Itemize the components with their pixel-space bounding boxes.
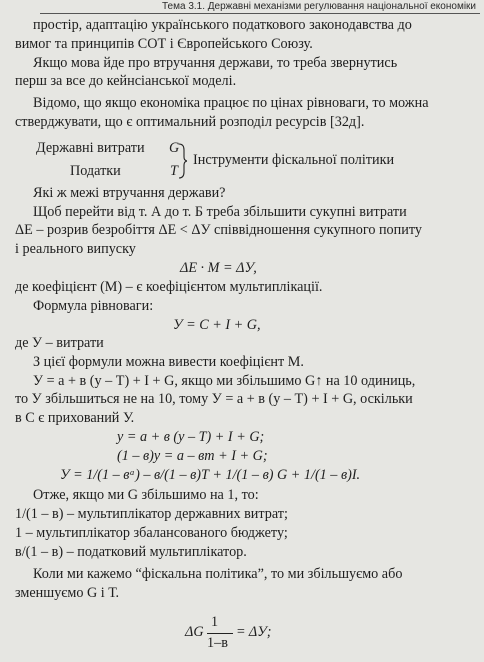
text-line: зменшуємо G і Т. [15,585,120,601]
fraction-lhs: ΔG [185,624,204,640]
header-rule [40,13,480,14]
text-line: У = а + в (у – Т) + І + G, якщо ми збільшимо G↑ на 10 одиниць, [33,373,416,389]
running-header: Тема 3.1. Державні механізми регулювання національної економіки [162,1,476,12]
fraction-equation [185,614,325,654]
text-line: стверджувати, що є оптимальний розподіл ресурсів [32д]. [15,114,365,130]
text-line: 1/(1 – в) – мультиплікатор державних витрат; [15,506,288,522]
text-line: вимог та принципів СОТ і Європейського Союзу. [15,36,313,52]
text-line: в С є прихований У. [15,410,135,426]
fraction-numerator: 1 [211,614,219,630]
text-line: Відомо, що якщо економіка працює по цінах рівноваги, то можна [33,95,429,111]
text-line: і реального випуску [15,241,136,257]
equation: У = С + І + G, [173,317,261,333]
curly-brace [165,142,187,180]
equation: (1 – в)у = а – вm + І + G; [117,448,268,464]
text-line: простір, адаптацію українського податкового законодавства до [33,17,412,33]
text-line: Щоб перейти від т. А до т. Б треба збільшити сукупні витрати [33,204,407,220]
text-line: ΔЕ – розрив безробіття ΔЕ < ΔУ співвідношення сукупного попиту [15,222,422,238]
equation: ΔЕ · М = ΔУ, [180,260,257,276]
text-line: то У збільшиться не на 10, тому У = а + в (у – Т) + І + G, оскільки [15,391,413,407]
text-line: З цієї формули можна вивести коефіцієнт М. [33,354,304,370]
symbol-t: T [170,163,178,179]
text-line: Якщо мова йде про втручання держави, то треба звернутись [33,55,398,71]
text-line: перш за все до кейнсіанської моделі. [15,73,237,89]
text-line: де У – витрати [15,335,104,351]
equation: У = 1/(1 – вᵃ) – в/(1 – в)Т + 1/(1 – в) G + 1/(1 – в)І. [60,467,361,483]
fraction-rhs: = ΔУ; [236,624,272,640]
text-line: в/(1 – в) – податковий мультиплікатор. [15,544,247,560]
fraction-bar [207,633,233,634]
instrument-label: Податки [70,163,121,179]
text-line: Отже, якщо ми G збільшимо на 1, то: [33,487,259,503]
instruments-caption: Інструменти фіскальної політики [193,152,395,168]
text-line: де коефіцієнт (М) – є коефіцієнтом мультиплікації. [15,279,323,295]
instrument-label: Державні витрати [36,140,145,156]
text-line: 1 – мультиплікатор збалансованого бюджету; [15,525,288,541]
text-line: Формула рівноваги: [33,298,154,314]
fraction-denominator: 1–в [207,635,228,651]
equation: у = а + в (у – Т) + І + G; [117,429,265,445]
text-line: Які ж межі втручання держави? [33,185,226,201]
symbol-g: G [169,140,180,156]
text-line: Коли ми кажемо “фіскальна політика”, то ми збільшуємо або [33,566,403,582]
